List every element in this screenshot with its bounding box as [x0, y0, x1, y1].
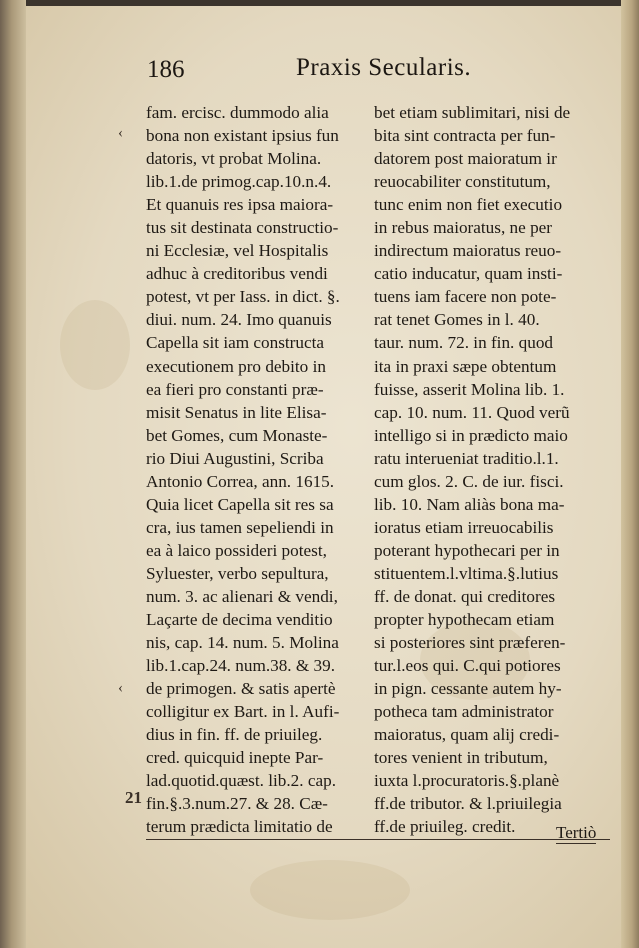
margin-mark-icon: ‹	[118, 125, 123, 141]
text-line: lad.quotid.quæst. lib.2. cap.	[146, 771, 337, 791]
text-line: lib. 10. Nam aliàs bona ma-	[374, 494, 565, 514]
text-line: terum prædicta limitatio de	[146, 815, 374, 839]
text-line: Et quanuis res ipsa maiora-	[146, 195, 334, 215]
text-line: ratu interueniat traditio.l.1.	[374, 448, 559, 468]
text-line: lib.1.de primog.cap.10.n.4.	[146, 172, 332, 192]
text-line: rat tenet Gomes in l. 40.	[374, 310, 540, 330]
text-line: tores venient in tributum,	[374, 748, 548, 768]
text-line: potest, vt per Iass. in dict. §.	[146, 287, 340, 307]
text-line: tuens iam facere non pote-	[374, 287, 557, 307]
text-line: cra, ius tamen sepeliendi in	[146, 517, 334, 537]
text-line: si posteriores sint præferen-	[374, 633, 566, 653]
text-line: Antonio Correa, ann. 1615.	[146, 471, 335, 491]
text-line: ea à laico possideri potest,	[146, 540, 327, 560]
text-line: ea fieri pro constanti præ-	[146, 379, 324, 399]
left-text-column	[146, 101, 374, 840]
text-line: bet etiam sublimitari, nisi de	[374, 103, 571, 122]
page-fore-edge	[621, 0, 639, 948]
text-line: tunc enim non fiet executio	[374, 195, 563, 215]
text-line: Laçarte de decima venditio	[146, 610, 333, 630]
text-line: in rebus maioratus, ne per	[374, 218, 553, 238]
text-line: de primogen. & satis apertè	[146, 679, 336, 699]
text-line: reuocabiliter constitutum,	[374, 172, 551, 192]
text-line: iuxta l.procuratoris.§.planè	[374, 771, 560, 791]
paper-stain	[250, 860, 410, 920]
text-line: nis, cap. 14. num. 5. Molina	[146, 633, 339, 653]
text-line: fuisse, asserit Molina lib. 1.	[374, 379, 565, 399]
text-line: potheca tam administrator	[374, 702, 554, 722]
text-line: bita sint contracta per fun-	[374, 126, 556, 146]
text-line: lib.1.cap.24. num.38. & 39.	[146, 656, 336, 676]
text-line: Quia licet Capella sit res sa	[146, 494, 334, 514]
paper-stain	[60, 300, 130, 390]
top-edge-shadow	[26, 0, 621, 6]
text-line: datorem post maioratum ir	[374, 149, 557, 169]
text-line: Capella sit iam constructa	[146, 333, 325, 353]
margin-mark-icon: ‹	[118, 680, 123, 696]
text-line: colligitur ex Bart. in l. Aufi-	[146, 702, 340, 722]
text-line: poterant hypothecari per in	[374, 540, 560, 560]
text-line: misit Senatus in lite Elisa-	[146, 402, 327, 422]
text-line: ff.de priuileg. credit.	[374, 815, 610, 839]
text-line: ioratus etiam irreuocabilis	[374, 517, 554, 537]
text-line: tur.l.eos qui. C.qui potiores	[374, 656, 561, 676]
text-line: maioratus, quam alij credi-	[374, 725, 560, 745]
text-line: intelligo si in prædicto maio	[374, 425, 568, 445]
text-line: rio Diui Augustini, Scriba	[146, 448, 324, 468]
text-line: cap. 10. num. 11. Quod verũ	[374, 402, 570, 422]
text-line: stituentem.l.vltima.§.lutius	[374, 563, 559, 583]
text-line: bona non existant ipsius fun	[146, 126, 339, 146]
text-line: taur. num. 72. in fin. quod	[374, 333, 554, 353]
running-head	[130, 54, 550, 88]
text-line: tus sit destinata constructio-	[146, 218, 339, 238]
text-line: ff. de donat. qui creditores	[374, 586, 556, 606]
text-line: fin.§.3.num.27. & 28. Cæ-	[146, 794, 328, 814]
catchword: Tertiò	[556, 823, 597, 842]
text-line: num. 3. ac alienari & vendi,	[146, 586, 338, 606]
text-line: bet Gomes, cum Monaste-	[146, 425, 328, 445]
binding-gutter	[0, 0, 26, 948]
text-line: in pign. cessante autem hy-	[374, 679, 562, 699]
right-text-column	[374, 101, 610, 840]
text-line: indirectum maioratus reuo-	[374, 241, 562, 261]
page-number: 186	[147, 56, 185, 83]
text-line: executionem pro debito in	[146, 356, 326, 376]
header-title: Praxis Secularis.	[296, 54, 472, 81]
text-line: cum glos. 2. C. de iur. fisci.	[374, 471, 564, 491]
text-line: ita in praxi sæpe obtentum	[374, 356, 557, 376]
text-line: diui. num. 24. Imo quanuis	[146, 310, 332, 330]
text-line: cred. quicquid inepte Par-	[146, 748, 324, 768]
text-line: propter hypothecam etiam	[374, 610, 555, 630]
text-line: adhuc à creditoribus vendi	[146, 264, 328, 284]
text-line: dius in fin. ff. de priuileg.	[146, 725, 323, 745]
margin-note: 21	[125, 788, 142, 807]
text-line: catio inducatur, quam insti-	[374, 264, 563, 284]
text-line: fam. ercisc. dummodo alia	[146, 103, 329, 122]
text-line: ni Ecclesiæ, vel Hospitalis	[146, 241, 329, 261]
text-line: ff.de tributor. & l.priuilegia	[374, 794, 562, 814]
text-line: datoris, vt probat Molina.	[146, 149, 322, 169]
text-line: Syluester, verbo sepultura,	[146, 563, 329, 583]
